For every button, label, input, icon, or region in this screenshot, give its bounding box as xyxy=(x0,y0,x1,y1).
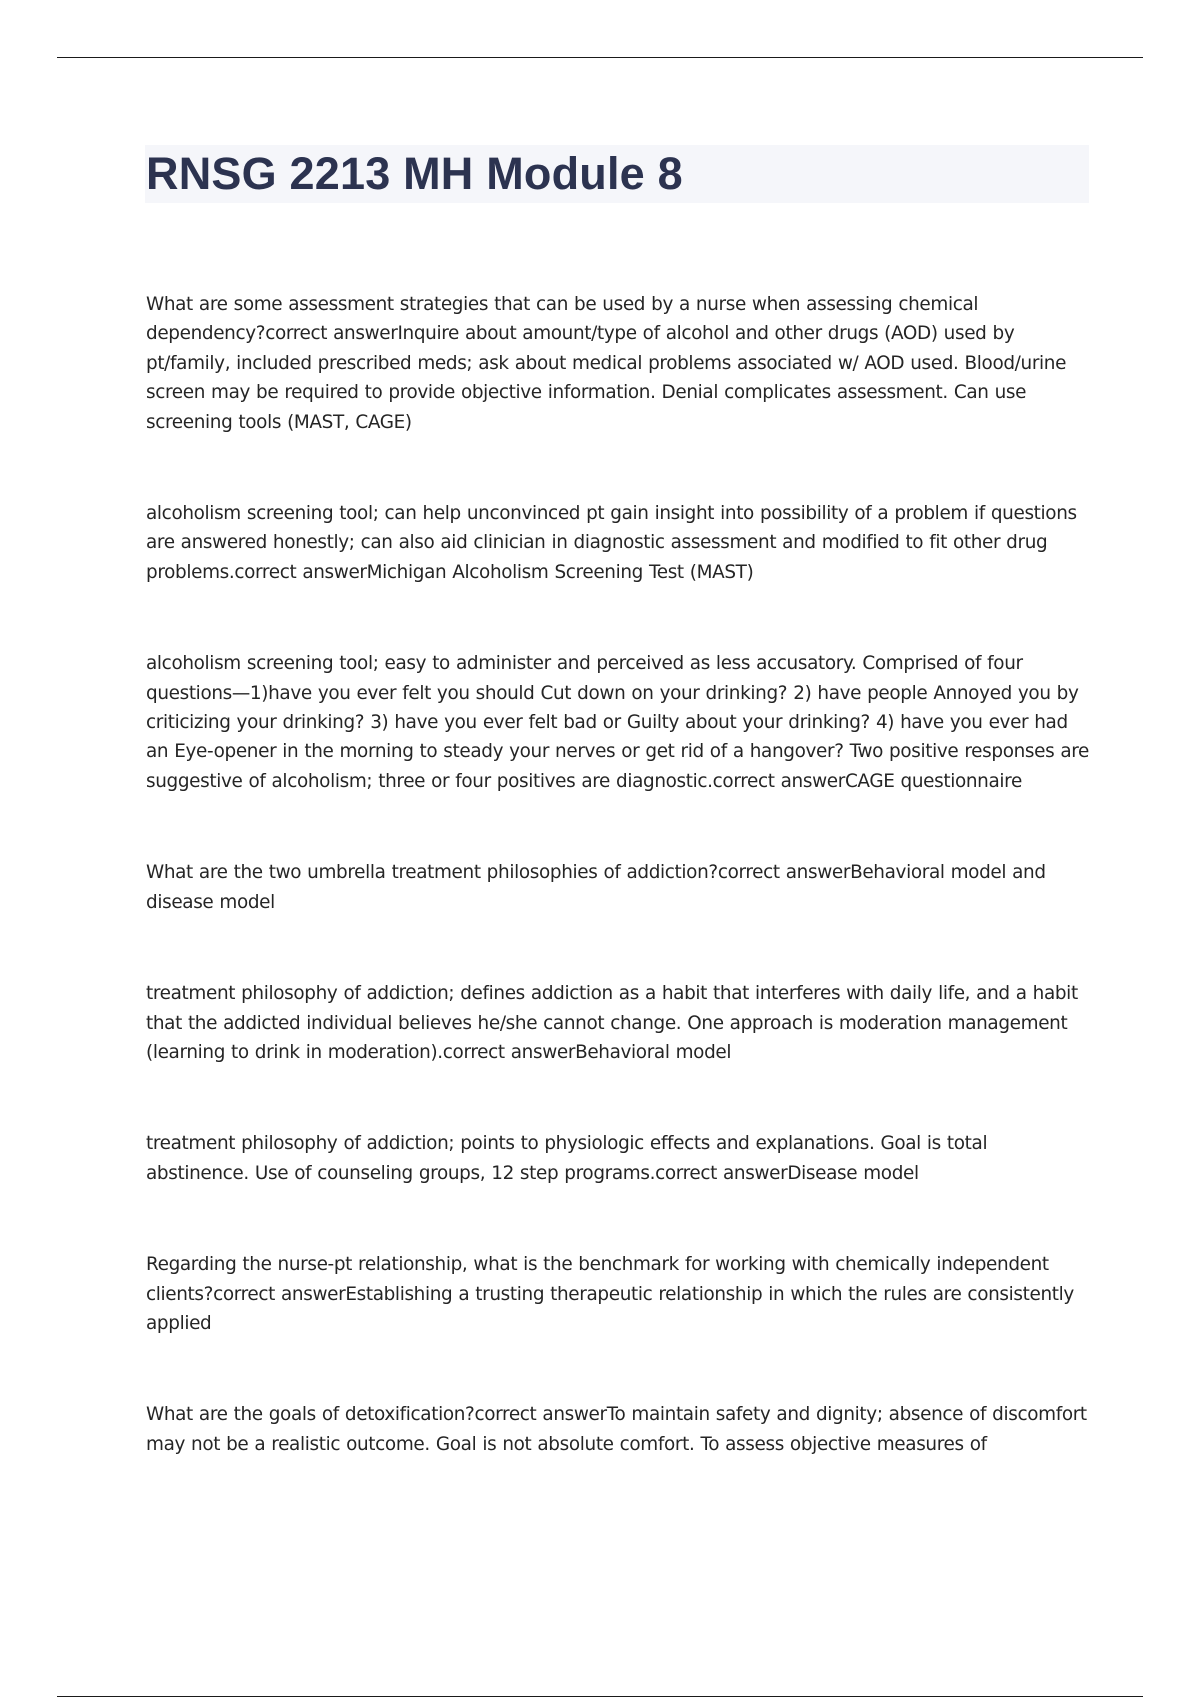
card-question: alcoholism screening tool; can help unconvinced pt gain insight into possibility of a problem if questions are answered honestly; can also aid clinician in diagnostic assessment and modified to fit other drug problems. xyxy=(146,503,1077,583)
answer-marker: correct answer xyxy=(717,862,851,884)
flashcard-7 xyxy=(146,1250,1091,1338)
card-answer: Establishing a trusting therapeutic relationship in which the rules are consistently applied xyxy=(146,1283,1074,1334)
card-answer: CAGE questionnaire xyxy=(844,770,1022,792)
answer-marker: correct answer xyxy=(213,1283,346,1305)
card-answer: Behavioral model and disease model xyxy=(146,862,1046,913)
bottom-rule xyxy=(57,1696,1143,1697)
flashcard-2 xyxy=(146,499,1091,587)
top-rule xyxy=(57,57,1143,58)
flashcard-list xyxy=(146,290,1091,1521)
card-answer: Behavioral model xyxy=(575,1041,732,1063)
card-question: treatment philosophy of addiction; points to physiologic effects and explanations. Goal is total abstinence. Use of counseling groups, 12 step programs. xyxy=(146,1133,988,1184)
card-answer: Inquire about amount/type of alcohol and other drugs (AOD) used by pt/family, included prescribed meds; ask about medical problems associated w/ AOD used. Blood/urine screen may be required to provide objective information. Denial complicates assessment. Can use screening tools (MAST, CAGE) xyxy=(146,323,1067,433)
card-question: alcoholism screening tool; easy to administer and perceived as less accusatory. Comprised of four questions—1)have you ever felt you should Cut down on your drinking? 2) have people Annoyed you by criticizing your drinking? 3) have you ever felt bad or Guilty about your drinking? 4) have you ever had an Eye-opener in the morning to steady your nerves or get rid of a hangover? Two positive responses are suggestive of alcoholism; three or four positives are diagnostic. xyxy=(146,653,1090,792)
card-question: Regarding the nurse-pt relationship, what is the benchmark for working with chemically independent clients? xyxy=(146,1254,1049,1305)
card-answer: To maintain safety and dignity; absence of discomfort may not be a realistic outcome. Goal is not absolute comfort. To assess objective measures of xyxy=(146,1404,1087,1455)
flashcard-3 xyxy=(146,649,1091,796)
card-question: What are the goals of detoxification? xyxy=(146,1404,475,1426)
flashcard-6 xyxy=(146,1129,1091,1188)
flashcard-4 xyxy=(146,858,1091,917)
answer-marker: correct answer xyxy=(655,1162,788,1184)
card-question: treatment philosophy of addiction; defines addiction as a habit that interferes with daily life, and a habit that the addicted individual believes he/she cannot change. One approach is moderation management (learning to drink in moderation). xyxy=(146,983,1078,1063)
document-title: RNSG 2213 MH Module 8 xyxy=(146,148,683,199)
card-answer: Michigan Alcoholism Screening Test (MAST) xyxy=(366,561,754,583)
answer-marker: correct answer xyxy=(265,323,398,345)
card-question: What are the two umbrella treatment philosophies of addiction? xyxy=(146,862,718,884)
flashcard-1 xyxy=(146,290,1091,437)
answer-marker: correct answer xyxy=(234,561,367,583)
card-question: What are some assessment strategies that can be used by a nurse when assessing chemical dependency? xyxy=(146,294,979,345)
answer-marker: correct answer xyxy=(712,770,845,792)
flashcard-8 xyxy=(146,1400,1091,1459)
answer-marker: correct answer xyxy=(474,1404,607,1426)
card-answer: Disease model xyxy=(787,1162,919,1184)
flashcard-5 xyxy=(146,979,1091,1067)
answer-marker: correct answer xyxy=(442,1041,576,1063)
